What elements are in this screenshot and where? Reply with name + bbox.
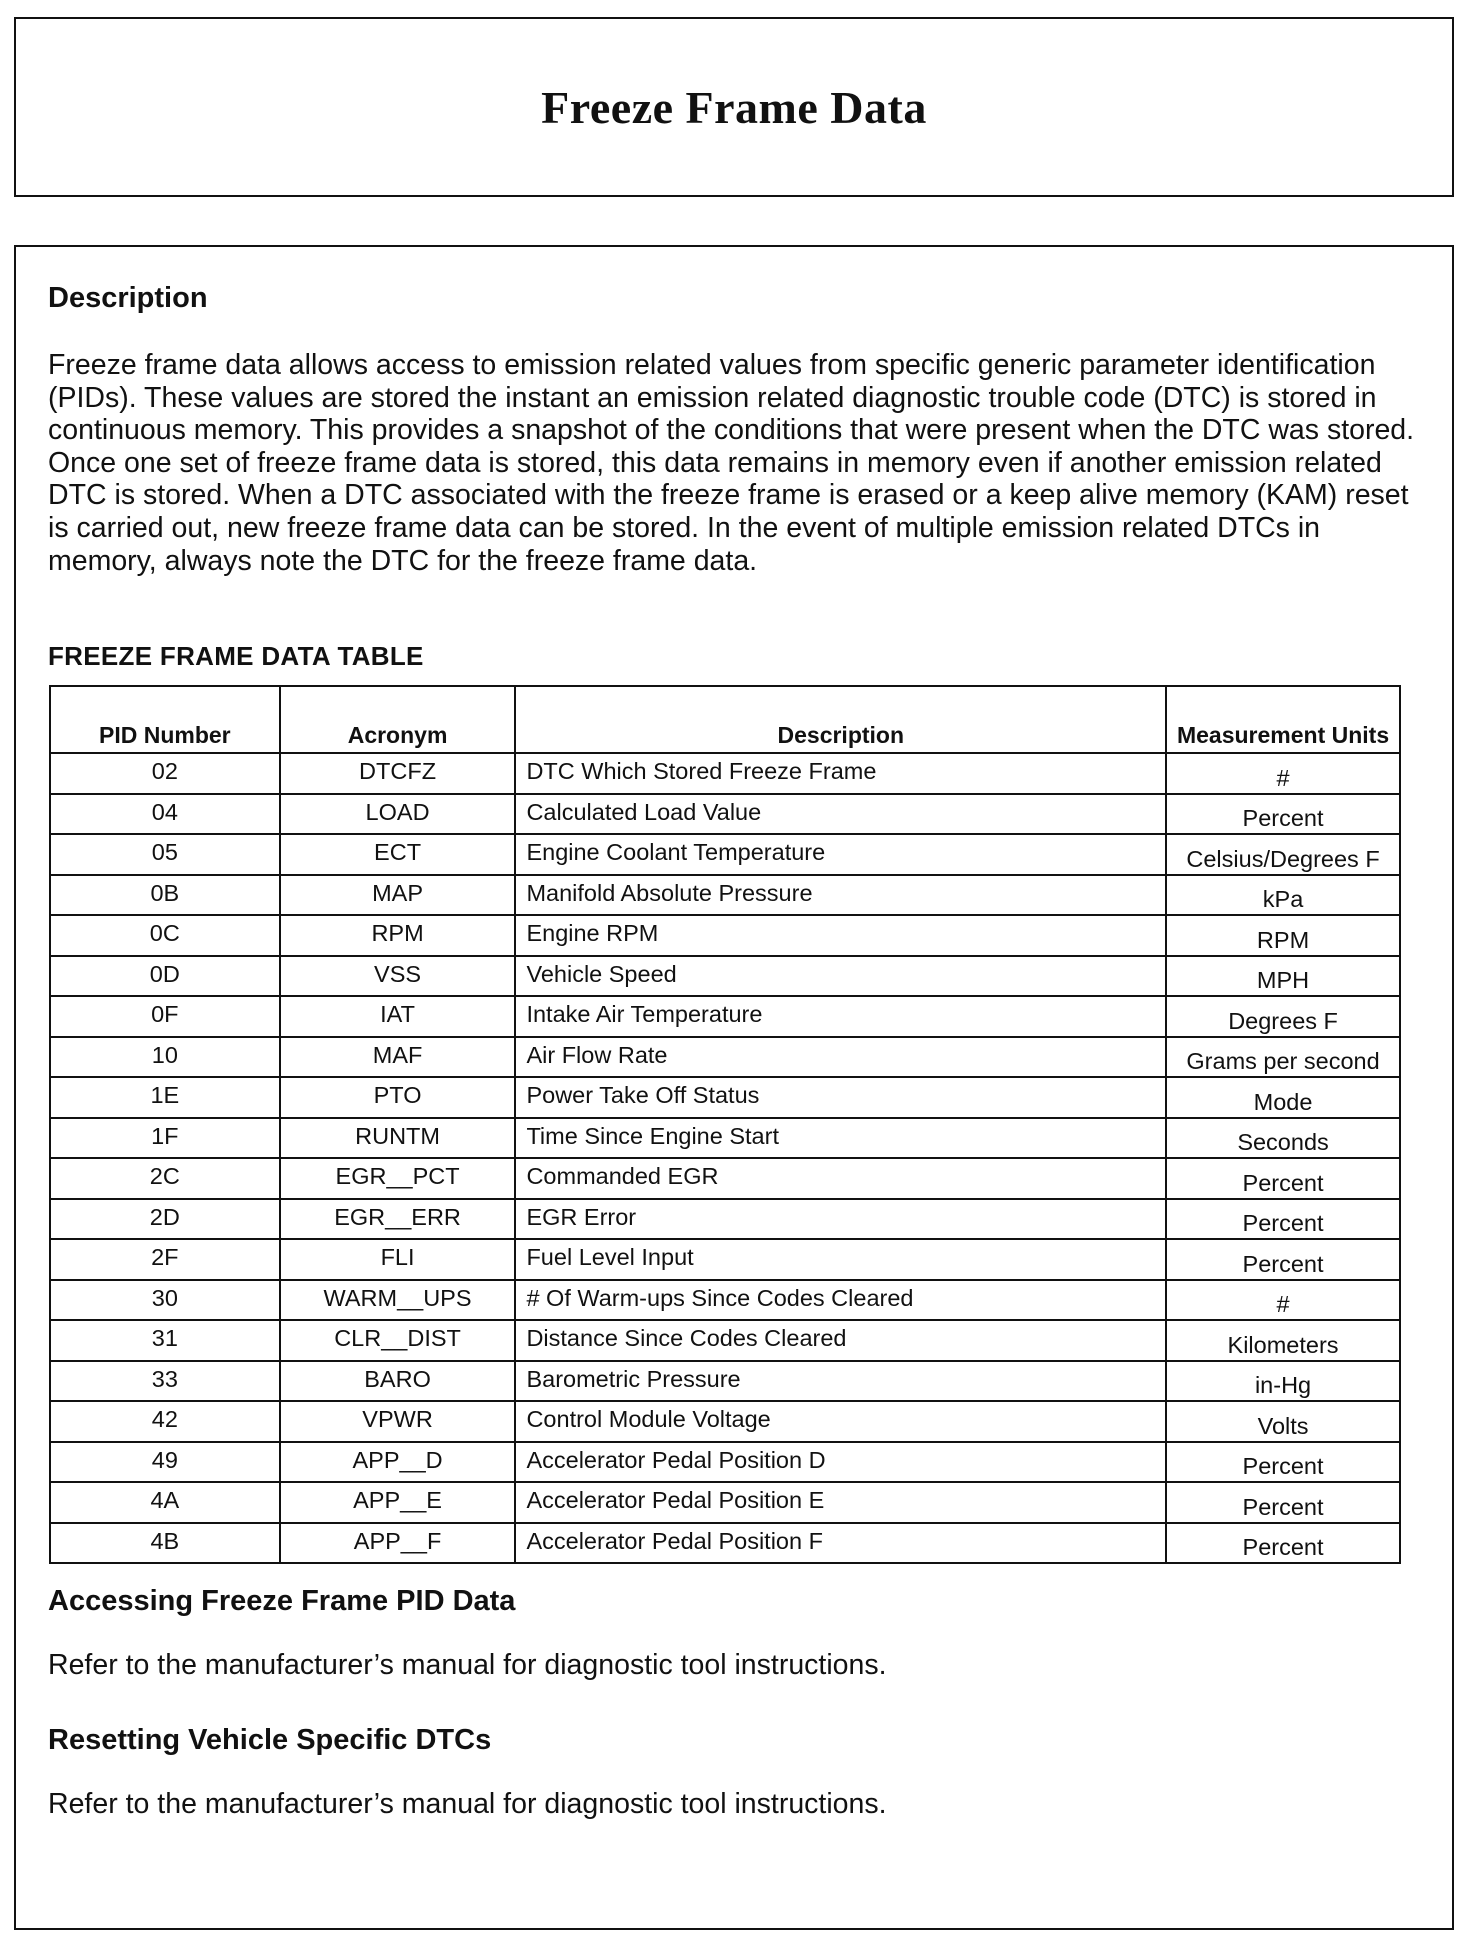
table-row — [50, 1239, 1400, 1280]
units-cell: Percent — [1166, 1442, 1400, 1483]
acronym-cell: FLI — [280, 1239, 516, 1280]
description-cell: Control Module Voltage — [515, 1401, 1166, 1442]
content-box — [14, 245, 1454, 1930]
description-cell: Power Take Off Status — [515, 1077, 1166, 1118]
description-cell: Manifold Absolute Pressure — [515, 875, 1166, 916]
acronym-cell: BARO — [280, 1361, 516, 1402]
acronym-cell: CLR__DIST — [280, 1320, 516, 1361]
page-title: Freeze Frame Data — [541, 81, 927, 133]
table-row — [50, 1523, 1400, 1564]
units-cell: Percent — [1166, 1482, 1400, 1523]
description-cell: EGR Error — [515, 1199, 1166, 1240]
units-cell: Grams per second — [1166, 1037, 1400, 1078]
pid-cell: 49 — [50, 1442, 280, 1483]
units-cell: kPa — [1166, 875, 1400, 916]
description-cell: Accelerator Pedal Position D — [515, 1442, 1166, 1483]
table-row — [50, 1482, 1400, 1523]
units-cell: Degrees F — [1166, 996, 1400, 1037]
pid-cell: 30 — [50, 1280, 280, 1321]
description-cell: Fuel Level Input — [515, 1239, 1166, 1280]
pid-cell: 2D — [50, 1199, 280, 1240]
units-cell: Seconds — [1166, 1118, 1400, 1159]
units-cell: MPH — [1166, 956, 1400, 997]
table-row — [50, 1320, 1400, 1361]
accessing-body: Refer to the manufacturer’s manual for diagnostic tool instructions. — [48, 1649, 887, 1681]
pid-cell: 10 — [50, 1037, 280, 1078]
units-cell: Percent — [1166, 1523, 1400, 1564]
header-units: Measurement Units — [1166, 686, 1400, 753]
units-cell: Kilometers — [1166, 1320, 1400, 1361]
description-cell: DTC Which Stored Freeze Frame — [515, 753, 1166, 794]
acronym-cell: LOAD — [280, 794, 516, 835]
units-cell: in-Hg — [1166, 1361, 1400, 1402]
units-cell: # — [1166, 753, 1400, 794]
pid-cell: 2F — [50, 1239, 280, 1280]
units-cell: Percent — [1166, 794, 1400, 835]
table-row — [50, 956, 1400, 997]
units-cell: Celsius/Degrees F — [1166, 834, 1400, 875]
units-cell: Percent — [1166, 1199, 1400, 1240]
pid-cell: 33 — [50, 1361, 280, 1402]
header-description: Description — [515, 686, 1166, 753]
pid-cell: 04 — [50, 794, 280, 835]
acronym-cell: MAP — [280, 875, 516, 916]
pid-cell: 4B — [50, 1523, 280, 1564]
table-row — [50, 1199, 1400, 1240]
description-cell: Accelerator Pedal Position F — [515, 1523, 1166, 1564]
pid-cell: 0D — [50, 956, 280, 997]
acronym-cell: VSS — [280, 956, 516, 997]
description-cell: Distance Since Codes Cleared — [515, 1320, 1166, 1361]
pid-cell: 02 — [50, 753, 280, 794]
pid-cell: 2C — [50, 1158, 280, 1199]
accessing-heading: Accessing Freeze Frame PID Data — [48, 1585, 516, 1617]
table-row — [50, 996, 1400, 1037]
acronym-cell: ECT — [280, 834, 516, 875]
table-row — [50, 875, 1400, 916]
acronym-cell: WARM__UPS — [280, 1280, 516, 1321]
acronym-cell: VPWR — [280, 1401, 516, 1442]
units-cell: Volts — [1166, 1401, 1400, 1442]
acronym-cell: APP__E — [280, 1482, 516, 1523]
table-row — [50, 1401, 1400, 1442]
description-cell: Accelerator Pedal Position E — [515, 1482, 1166, 1523]
resetting-heading: Resetting Vehicle Specific DTCs — [48, 1724, 492, 1756]
acronym-cell: EGR__ERR — [280, 1199, 516, 1240]
table-row — [50, 753, 1400, 794]
title-box — [14, 17, 1454, 197]
pid-cell: 1E — [50, 1077, 280, 1118]
acronym-cell: RUNTM — [280, 1118, 516, 1159]
units-cell: Percent — [1166, 1239, 1400, 1280]
acronym-cell: IAT — [280, 996, 516, 1037]
table-row — [50, 1280, 1400, 1321]
description-cell: Time Since Engine Start — [515, 1118, 1166, 1159]
pid-cell: 4A — [50, 1482, 280, 1523]
description-cell: Commanded EGR — [515, 1158, 1166, 1199]
table-row — [50, 834, 1400, 875]
description-cell: Barometric Pressure — [515, 1361, 1166, 1402]
table-row — [50, 1361, 1400, 1402]
table-header-row — [50, 686, 1400, 753]
acronym-cell: RPM — [280, 915, 516, 956]
description-body: Freeze frame data allows access to emission related values from specific generic parameter identification (PIDs). These values are stored the instant an emission related diagnostic trouble code (DTC) is stored in continuous memory. This provides a snapshot of the conditions that were present when the DTC was stored. Once one set of freeze frame data is stored, this data remains in memory even if another emission related DTC is stored. When a DTC associated with the freeze frame is erased or a keep alive memory (KAM) reset is carried out, new freeze frame data can be stored. In the event of multiple emission related DTCs in memory, always note the DTC for the freeze frame data. — [48, 349, 1415, 577]
table-row — [50, 1037, 1400, 1078]
units-cell: Mode — [1166, 1077, 1400, 1118]
description-cell: Engine Coolant Temperature — [515, 834, 1166, 875]
pid-cell: 05 — [50, 834, 280, 875]
table-row — [50, 1118, 1400, 1159]
acronym-cell: APP__F — [280, 1523, 516, 1564]
acronym-cell: EGR__PCT — [280, 1158, 516, 1199]
table-row — [50, 915, 1400, 956]
resetting-body: Refer to the manufacturer’s manual for diagnostic tool instructions. — [48, 1788, 887, 1820]
header-acronym: Acronym — [280, 686, 516, 753]
description-heading: Description — [48, 282, 208, 314]
pid-cell: 42 — [50, 1401, 280, 1442]
pid-cell: 31 — [50, 1320, 280, 1361]
table-row — [50, 1442, 1400, 1483]
acronym-cell: PTO — [280, 1077, 516, 1118]
table-heading: FREEZE FRAME DATA TABLE — [48, 641, 424, 671]
description-cell: Calculated Load Value — [515, 794, 1166, 835]
description-cell: # Of Warm-ups Since Codes Cleared — [515, 1280, 1166, 1321]
description-cell: Intake Air Temperature — [515, 996, 1166, 1037]
units-cell: # — [1166, 1280, 1400, 1321]
acronym-cell: APP__D — [280, 1442, 516, 1483]
pid-cell: 1F — [50, 1118, 280, 1159]
table-row — [50, 1158, 1400, 1199]
table-row — [50, 1077, 1400, 1118]
pid-cell: 0F — [50, 996, 280, 1037]
units-cell: Percent — [1166, 1158, 1400, 1199]
description-cell: Vehicle Speed — [515, 956, 1166, 997]
header-pid: PID Number — [50, 686, 280, 753]
pid-cell: 0B — [50, 875, 280, 916]
units-cell: RPM — [1166, 915, 1400, 956]
table-body — [50, 753, 1400, 1563]
freeze-frame-table — [49, 685, 1401, 1564]
acronym-cell: DTCFZ — [280, 753, 516, 794]
description-cell: Air Flow Rate — [515, 1037, 1166, 1078]
acronym-cell: MAF — [280, 1037, 516, 1078]
description-cell: Engine RPM — [515, 915, 1166, 956]
table-row — [50, 794, 1400, 835]
pid-cell: 0C — [50, 915, 280, 956]
